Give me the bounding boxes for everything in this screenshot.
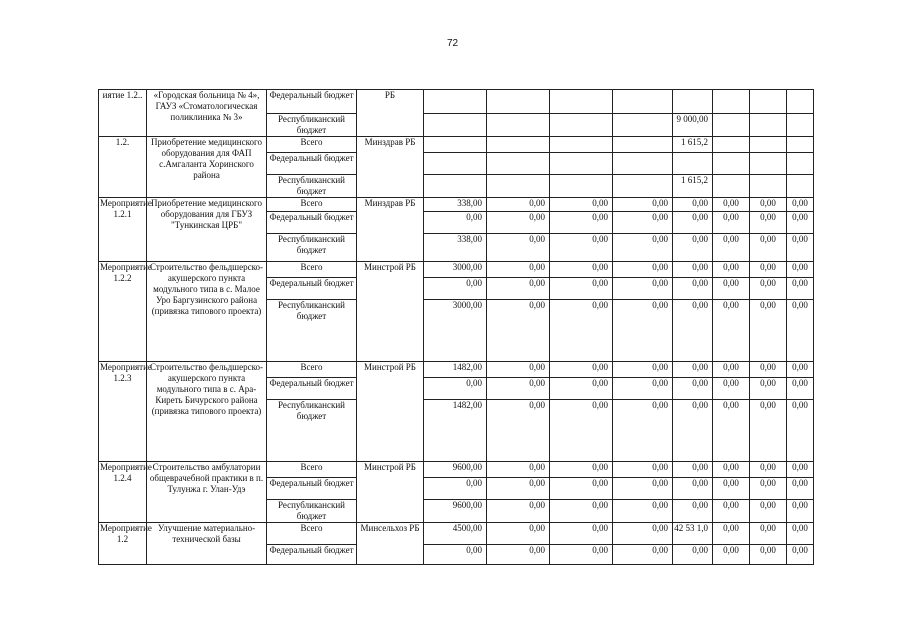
amount-cell: 0,00 (713, 198, 750, 212)
amount-cell: 0,00 (613, 523, 673, 545)
page-number: 72 (446, 38, 459, 49)
amount-cell: 9600,00 (424, 462, 487, 478)
amount-cell: 0,00 (750, 400, 787, 462)
amount-cell: 0,00 (787, 278, 814, 300)
amount-cell: 0,00 (613, 362, 673, 378)
amount-cell: 0,00 (787, 500, 814, 523)
responsible-executor: Минстрой РБ (357, 462, 424, 523)
table-row (99, 198, 814, 212)
amount-cell (487, 175, 550, 198)
amount-cell (550, 153, 613, 175)
measure-code: Мероприятие 1.2.4 (99, 462, 147, 523)
amount-cell: 0,00 (613, 198, 673, 212)
amount-cell: 0,00 (487, 378, 550, 400)
amount-cell: 1482,00 (424, 362, 487, 378)
amount-cell: 0,00 (550, 300, 613, 362)
amount-cell: 0,00 (787, 462, 814, 478)
amount-cell (424, 90, 487, 114)
amount-cell (613, 153, 673, 175)
amount-cell (487, 90, 550, 114)
amount-cell: 338,00 (424, 234, 487, 262)
amount-cell (673, 90, 713, 114)
amount-cell (550, 175, 613, 198)
amount-cell: 0,00 (613, 478, 673, 500)
amount-cell: 0,00 (550, 478, 613, 500)
amount-cell (750, 175, 787, 198)
amount-cell: 0,00 (750, 198, 787, 212)
measure-name: Строительство амбулатории общеврачебной практики в п. Тулунжа г. Улан-Удэ (147, 462, 267, 523)
amount-cell: 42 53 1,0 (673, 523, 713, 545)
amount-cell: 0,00 (613, 378, 673, 400)
amount-cell (487, 153, 550, 175)
amount-cell: 0,00 (673, 545, 713, 565)
funding-source: Республиканский бюджет (267, 175, 357, 198)
amount-cell: 0,00 (550, 462, 613, 478)
funding-source: Федеральный бюджет (267, 212, 357, 234)
funding-source: Федеральный бюджет (267, 90, 357, 114)
amount-cell: 0,00 (613, 234, 673, 262)
amount-cell: 0,00 (424, 478, 487, 500)
amount-cell: 0,00 (487, 545, 550, 565)
amount-cell (787, 153, 814, 175)
funding-source: Федеральный бюджет (267, 278, 357, 300)
amount-cell (787, 137, 814, 153)
funding-source: Федеральный бюджет (267, 153, 357, 175)
amount-cell: 0,00 (713, 300, 750, 362)
funding-source: Республиканский бюджет (267, 300, 357, 362)
amount-cell: 0,00 (487, 234, 550, 262)
budget-table (98, 89, 814, 565)
amount-cell (750, 114, 787, 137)
amount-cell: 0,00 (673, 262, 713, 278)
amount-cell: 0,00 (713, 212, 750, 234)
amount-cell: 0,00 (673, 362, 713, 378)
amount-cell: 0,00 (750, 278, 787, 300)
funding-source: Всего (267, 137, 357, 153)
amount-cell: 0,00 (713, 462, 750, 478)
funding-source: Всего (267, 262, 357, 278)
amount-cell (750, 90, 787, 114)
amount-cell: 9 000,00 (673, 114, 713, 137)
amount-cell: 0,00 (750, 212, 787, 234)
table-row (99, 137, 814, 153)
amount-cell (613, 175, 673, 198)
amount-cell: 0,00 (750, 262, 787, 278)
amount-cell (787, 175, 814, 198)
amount-cell: 0,00 (550, 262, 613, 278)
amount-cell: 0,00 (613, 545, 673, 565)
amount-cell (424, 153, 487, 175)
amount-cell: 0,00 (673, 478, 713, 500)
amount-cell: 0,00 (673, 400, 713, 462)
measure-name: Строительство фельдшерско-акушерского пункта модульного типа в с. Малое Уро Баргузинского района (привязка типового проекта) (147, 262, 267, 362)
amount-cell: 0,00 (487, 262, 550, 278)
measure-name: Улучшение материально-технической базы (147, 523, 267, 565)
funding-source: Всего (267, 462, 357, 478)
amount-cell: 0,00 (424, 545, 487, 565)
amount-cell (750, 153, 787, 175)
table-row (99, 462, 814, 478)
amount-cell: 0,00 (787, 262, 814, 278)
amount-cell: 3000,00 (424, 262, 487, 278)
amount-cell: 0,00 (550, 362, 613, 378)
measure-code: Мероприятие 1.2 (99, 523, 147, 565)
amount-cell: 0,00 (673, 234, 713, 262)
measure-code: 1.2. (99, 137, 147, 198)
amount-cell: 0,00 (673, 300, 713, 362)
amount-cell: 0,00 (787, 478, 814, 500)
amount-cell: 0,00 (673, 212, 713, 234)
responsible-executor: РБ (357, 90, 424, 137)
amount-cell: 0,00 (713, 262, 750, 278)
amount-cell (487, 114, 550, 137)
amount-cell: 0,00 (750, 362, 787, 378)
amount-cell: 0,00 (713, 234, 750, 262)
amount-cell: 0,00 (673, 500, 713, 523)
amount-cell: 0,00 (787, 234, 814, 262)
amount-cell (613, 90, 673, 114)
table-row (99, 262, 814, 278)
amount-cell: 0,00 (713, 378, 750, 400)
funding-source: Республиканский бюджет (267, 500, 357, 523)
amount-cell (787, 90, 814, 114)
amount-cell: 0,00 (713, 545, 750, 565)
amount-cell: 0,00 (487, 400, 550, 462)
amount-cell: 0,00 (613, 300, 673, 362)
funding-source: Федеральный бюджет (267, 378, 357, 400)
amount-cell: 0,00 (487, 462, 550, 478)
amount-cell: 4500,00 (424, 523, 487, 545)
amount-cell: 0,00 (713, 278, 750, 300)
amount-cell: 0,00 (550, 523, 613, 545)
funding-source: Всего (267, 198, 357, 212)
amount-cell: 0,00 (787, 400, 814, 462)
amount-cell: 0,00 (487, 478, 550, 500)
amount-cell: 1482,00 (424, 400, 487, 462)
measure-name: Приобретение медицинского оборудования для ГБУЗ "Тункинская ЦРБ" (147, 198, 267, 262)
amount-cell (424, 137, 487, 153)
amount-cell: 0,00 (713, 478, 750, 500)
funding-source: Республиканский бюджет (267, 234, 357, 262)
amount-cell: 0,00 (713, 500, 750, 523)
measure-code: иятие 1.2.. (99, 90, 147, 137)
amount-cell: 0,00 (550, 545, 613, 565)
amount-cell: 0,00 (713, 523, 750, 545)
amount-cell (713, 175, 750, 198)
amount-cell (787, 114, 814, 137)
amount-cell: 0,00 (550, 212, 613, 234)
amount-cell: 0,00 (750, 500, 787, 523)
amount-cell: 0,00 (613, 462, 673, 478)
measure-name: «Городская больница № 4», ГАУЗ «Стоматологическая поликлиника № 3» (147, 90, 267, 137)
responsible-executor: Минсельхоз РБ (357, 523, 424, 565)
amount-cell (613, 114, 673, 137)
amount-cell: 9600,00 (424, 500, 487, 523)
amount-cell: 0,00 (787, 378, 814, 400)
amount-cell: 0,00 (750, 300, 787, 362)
amount-cell: 0,00 (750, 378, 787, 400)
amount-cell: 0,00 (713, 400, 750, 462)
amount-cell: 0,00 (487, 362, 550, 378)
table-row (99, 523, 814, 545)
measure-code: Мероприятие 1.2.1 (99, 198, 147, 262)
amount-cell: 0,00 (673, 378, 713, 400)
measure-code: Мероприятие 1.2.3 (99, 362, 147, 462)
amount-cell: 0,00 (750, 523, 787, 545)
amount-cell: 0,00 (613, 212, 673, 234)
amount-cell (424, 114, 487, 137)
amount-cell (673, 153, 713, 175)
amount-cell (487, 137, 550, 153)
responsible-executor: Минстрой РБ (357, 362, 424, 462)
amount-cell: 0,00 (550, 378, 613, 400)
amount-cell: 0,00 (750, 545, 787, 565)
funding-source: Республиканский бюджет (267, 114, 357, 137)
amount-cell (713, 137, 750, 153)
responsible-executor: Минстрой РБ (357, 262, 424, 362)
amount-cell: 0,00 (424, 378, 487, 400)
amount-cell: 0,00 (673, 278, 713, 300)
amount-cell: 0,00 (487, 278, 550, 300)
amount-cell: 0,00 (713, 362, 750, 378)
amount-cell: 0,00 (673, 198, 713, 212)
amount-cell: 0,00 (750, 234, 787, 262)
amount-cell: 0,00 (613, 400, 673, 462)
amount-cell (713, 114, 750, 137)
amount-cell (550, 90, 613, 114)
amount-cell: 0,00 (787, 362, 814, 378)
amount-cell: 0,00 (673, 462, 713, 478)
table-row (99, 90, 814, 114)
amount-cell: 0,00 (787, 523, 814, 545)
amount-cell: 0,00 (787, 212, 814, 234)
amount-cell: 0,00 (613, 262, 673, 278)
amount-cell: 0,00 (424, 278, 487, 300)
amount-cell: 0,00 (613, 500, 673, 523)
amount-cell: 0,00 (787, 545, 814, 565)
responsible-executor: Минздрав РБ (357, 198, 424, 262)
amount-cell: 0,00 (750, 478, 787, 500)
amount-cell: 1 615,2 (673, 175, 713, 198)
amount-cell (713, 90, 750, 114)
amount-cell: 1 615,2 (673, 137, 713, 153)
amount-cell (550, 137, 613, 153)
table-row (99, 362, 814, 378)
amount-cell: 0,00 (487, 500, 550, 523)
amount-cell: 0,00 (550, 234, 613, 262)
amount-cell (713, 153, 750, 175)
amount-cell: 0,00 (550, 198, 613, 212)
responsible-executor: Минздрав РБ (357, 137, 424, 198)
amount-cell: 0,00 (487, 212, 550, 234)
amount-cell: 0,00 (487, 198, 550, 212)
amount-cell: 0,00 (787, 198, 814, 212)
amount-cell: 0,00 (487, 523, 550, 545)
amount-cell: 3000,00 (424, 300, 487, 362)
funding-source: Всего (267, 362, 357, 378)
amount-cell: 0,00 (787, 300, 814, 362)
amount-cell: 338,00 (424, 198, 487, 212)
funding-source: Федеральный бюджет (267, 545, 357, 565)
funding-source: Республиканский бюджет (267, 400, 357, 462)
amount-cell (424, 175, 487, 198)
amount-cell (613, 137, 673, 153)
amount-cell (550, 114, 613, 137)
measure-name: Строительство фельдшерско-акушерского пункта модульного типа в с. Ара-Киреть Бичурского района (привязка типового проекта) (147, 362, 267, 462)
amount-cell: 0,00 (487, 300, 550, 362)
amount-cell: 0,00 (424, 212, 487, 234)
measure-code: Мероприятие 1.2.2 (99, 262, 147, 362)
amount-cell (750, 137, 787, 153)
funding-source: Всего (267, 523, 357, 545)
funding-source: Федеральный бюджет (267, 478, 357, 500)
amount-cell: 0,00 (550, 278, 613, 300)
amount-cell: 0,00 (750, 462, 787, 478)
measure-name: Приобретение медицинского оборудования для ФАП с.Амгаланта Хоринского района (147, 137, 267, 198)
amount-cell: 0,00 (550, 400, 613, 462)
amount-cell: 0,00 (613, 278, 673, 300)
amount-cell: 0,00 (550, 500, 613, 523)
